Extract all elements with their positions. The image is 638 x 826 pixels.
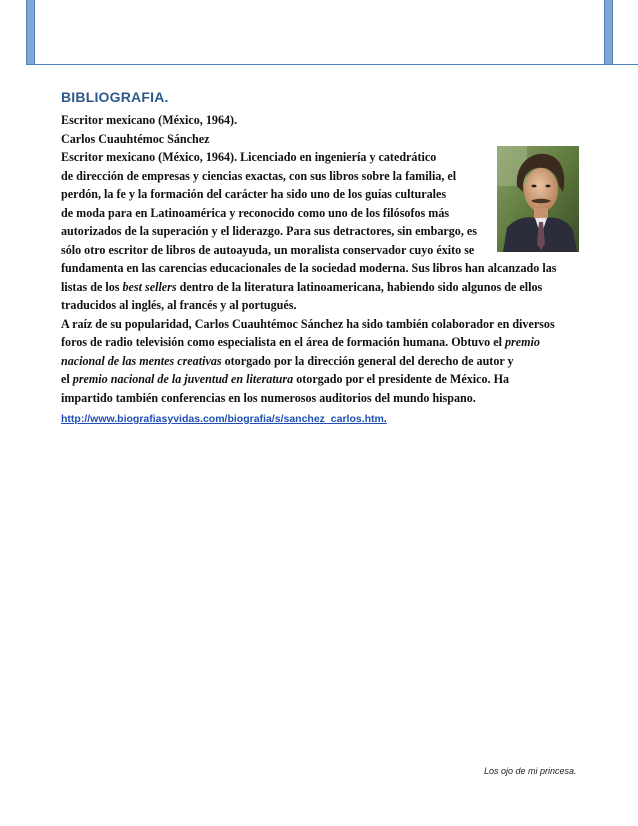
source-link[interactable]: http://www.biografiasyvidas.com/biografia/s/sanchez_carlos.htm xyxy=(61,413,384,425)
text-line: perdón, la fe y la formación del carácter ha sido uno de los guías culturales xyxy=(61,187,447,201)
italic-term: best sellers xyxy=(122,279,177,294)
text-line: A raíz de su popularidad, Carlos Cuauhtémoc Sánchez ha sido también colaborador en diversos xyxy=(61,316,555,331)
text-line: de dirección de empresas y ciencias exactas, con sus libros sobre la familia, el xyxy=(61,168,457,183)
italic-term: premio xyxy=(504,335,540,349)
footer-text: Los ojo de mi princesa. xyxy=(484,766,577,776)
text-line: fundamenta en las carencias educacionales de la sociedad moderna. Sus libros han alcanzado las xyxy=(61,261,557,275)
text-segment: otorgado por la dirección general del derecho de autor y xyxy=(221,353,514,368)
header-bar-right xyxy=(604,0,613,64)
text-segment: foros de radio televisión como especialista en el área de formación humana. Obtuvo el xyxy=(61,335,505,349)
text-line: autorizados de la superación y el liderazgo. Para sus detractores, sin embargo, es xyxy=(61,224,477,238)
text-line xyxy=(61,333,581,352)
text-line xyxy=(61,370,581,389)
text-line: Escritor mexicano (México, 1964). xyxy=(61,113,238,127)
text-line: impartido también conferencias en los numerosos auditorios del mundo hispano. xyxy=(61,390,476,405)
text-segment: dentro de la literatura latinoamericana, habiendo sido algunos de ellos xyxy=(176,279,543,294)
section-title: BIBLIOGRAFIA. xyxy=(61,89,169,105)
text-segment: listas de los xyxy=(61,279,123,294)
header-bar-left xyxy=(26,0,35,64)
text-line: Escritor mexicano (México, 1964). Licenciado en ingeniería y catedrático xyxy=(61,150,437,164)
link-period: . xyxy=(383,413,387,425)
text-segment: el xyxy=(61,372,73,386)
header-rule xyxy=(26,64,638,65)
text-line: Carlos Cuauhtémoc Sánchez xyxy=(61,131,210,146)
text-line xyxy=(61,278,581,297)
source-link-line xyxy=(61,413,387,425)
text-line xyxy=(61,352,581,371)
text-line: sólo otro escritor de libros de autoayuda, un moralista conservador cuyo éxito se xyxy=(61,242,475,257)
text-line: de moda para en Latinoamérica y reconocido como uno de los filósofos más xyxy=(61,205,450,220)
text-line: traducidos al inglés, al francés y al portugués. xyxy=(61,298,297,312)
italic-term: nacional de las mentes creativas xyxy=(61,353,222,368)
text-segment: otorgado por el presidente de México. Ha xyxy=(293,372,510,386)
biography-text xyxy=(61,111,581,407)
italic-term: premio nacional de la juventud en literatura xyxy=(72,372,294,386)
